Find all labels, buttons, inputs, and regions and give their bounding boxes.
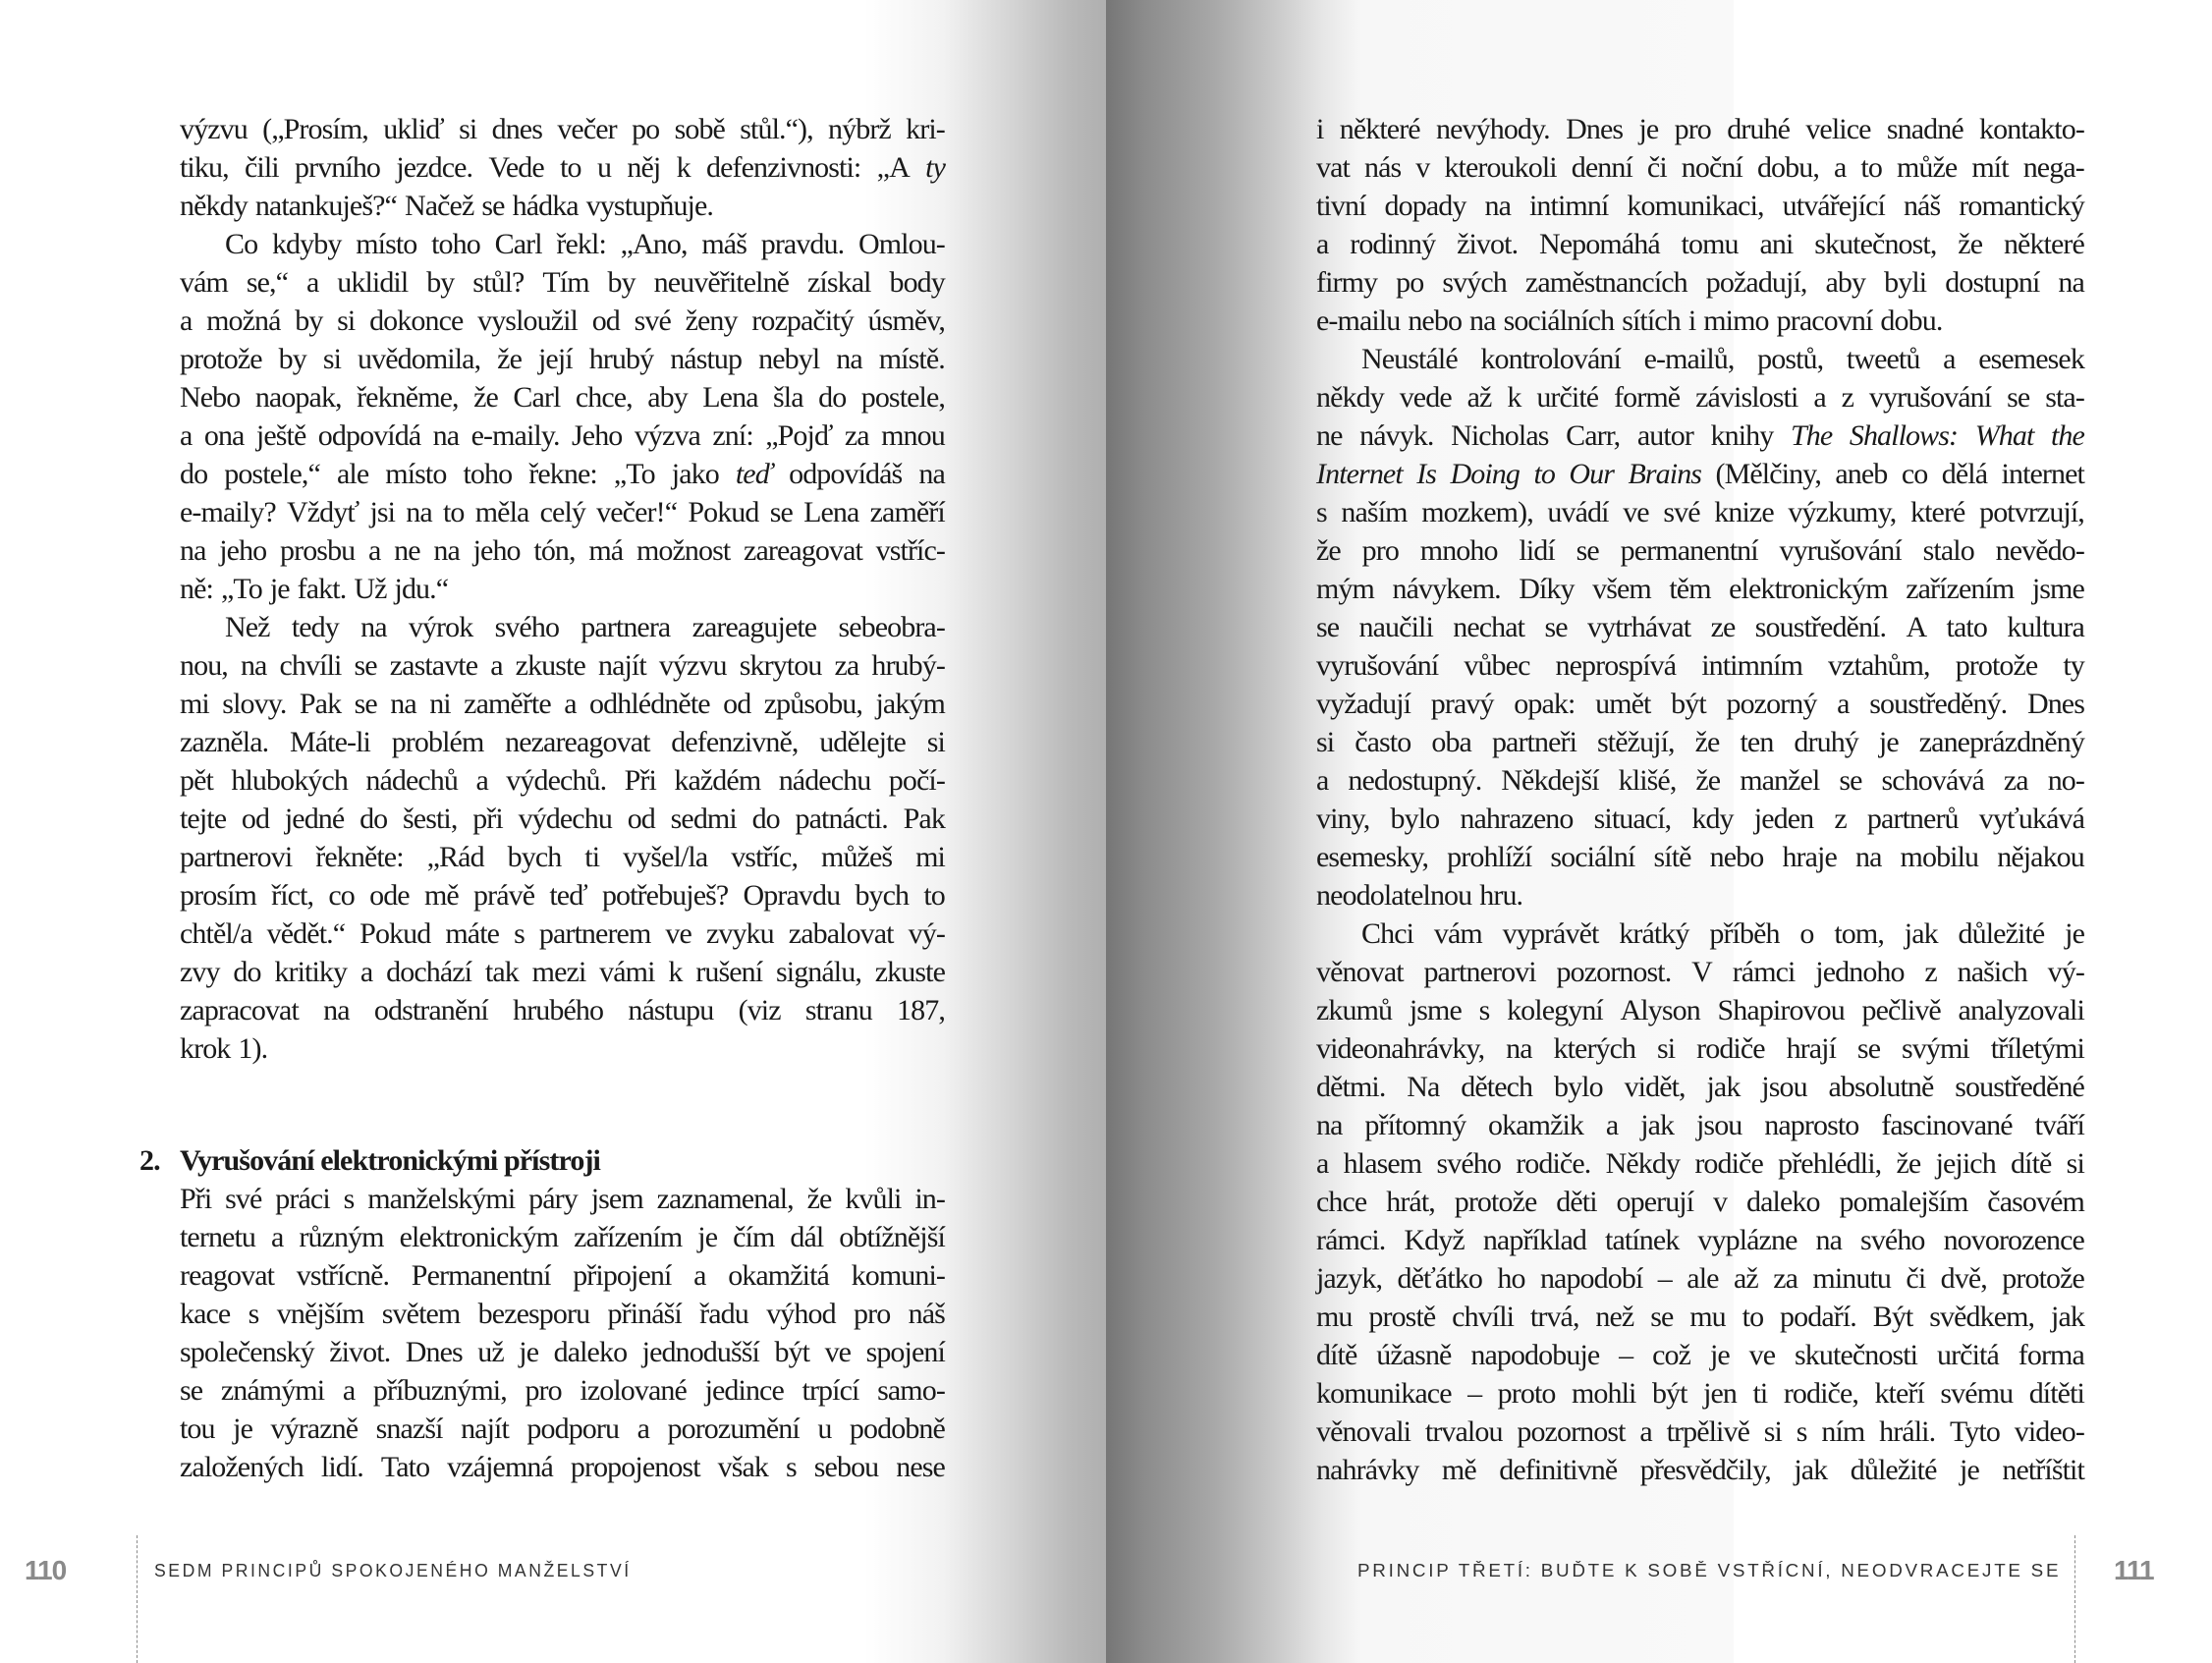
right-text-column: [1316, 110, 2084, 1489]
text-line: Než tedy na výrok svého partnera zareagujete sebeobra-: [225, 611, 945, 643]
text-line: výzvu („Prosím, ukliď si dnes večer po sobě stůl.“), nýbrž kri-: [180, 113, 945, 145]
text-line: videonahrávky, na kterých si rodiče hrají se svými tříletými: [1316, 1032, 2084, 1065]
text-line: společenský život. Dnes už je daleko jednodušší být ve spojení: [180, 1336, 945, 1368]
text-line: ternetu a různým elektronickým zařízením je čím dál obtížnější: [180, 1221, 945, 1253]
text-line: si často oba partneři stěžují, že ten druhý je zaneprázdněný: [1316, 726, 2084, 758]
text-line: e-maily? Vždyť jsi na to měla celý večer!“ Pokud se Lena zaměří: [180, 496, 945, 528]
text-line: někdy vede až k určité formě závislosti a z vyrušování se sta-: [1316, 381, 2084, 414]
text-line: ne návyk. Nicholas Carr, autor knihy The Shallows: What the: [1316, 419, 2084, 452]
text-line: do postele,“ ale místo toho řekne: „To jako teď odpovídáš na: [180, 458, 945, 490]
text-line: nahrávky mě definitivně přesvědčily, jak důležité je netříštit: [1316, 1454, 2084, 1486]
text-line: vyžadují pravý opak: umět být pozorný a soustředěný. Dnes: [1316, 688, 2084, 720]
text-line: a hlasem svého rodiče. Někdy rodiče přehlédli, že jejich dítě si: [1316, 1147, 2084, 1180]
text-line: Internet Is Doing to Our Brains (Mělčiny, aneb co dělá internet: [1316, 458, 2084, 490]
text-line: chce hrát, protože děti operují v daleko pomalejším časovém: [1316, 1186, 2084, 1218]
text-line: protože by si uvědomila, že její hrubý nástup nebyl na místě.: [180, 343, 945, 375]
text-line: Chci vám vyprávět krátký příběh o tom, jak důležité je: [1361, 917, 2084, 950]
text-line: a rodinný život. Nepomáhá tomu ani skutečnost, že některé: [1316, 228, 2084, 260]
text-line: tejte od jedné do šesti, při výdechu od sedmi do patnácti. Pak: [180, 803, 945, 835]
text-line: dítě úžasně napodobuje – což je ve skutečnosti určitá forma: [1316, 1339, 2084, 1371]
text-line: Neustálé kontrolování e-mailů, postů, tweetů a esemesek: [1361, 343, 2084, 375]
text-line: esemesky, prohlíží sociální sítě nebo hraje na mobilu nějakou: [1316, 841, 2084, 873]
text-line: zapracovat na odstranění hrubého nástupu (viz stranu 187,: [180, 994, 945, 1026]
footer-divider-right: [2074, 1535, 2075, 1663]
text-line: Při své práci s manželskými páry jsem zaznamenal, že kvůli in-: [180, 1183, 945, 1215]
text-line: se známými a příbuznými, pro izolované jedince trpící samo-: [180, 1374, 945, 1407]
text-line: někdy natankuješ?“ Načež se hádka vystupňuje.: [180, 190, 713, 222]
text-line: chtěl/a vědět.“ Pokud máte s partnerem ve zvyku zabalovat vý-: [180, 917, 945, 950]
text-line: mu prostě chvíli trvá, než se mu to podaří. Být svědkem, jak: [1316, 1301, 2084, 1333]
page-number-left: 110: [25, 1555, 67, 1585]
running-head-left: SEDM PRINCIPŮ SPOKOJENÉHO MANŽELSTVÍ: [154, 1561, 632, 1580]
text-line: vyrušování vůbec neprospívá intimním vztahům, protože ty: [1316, 649, 2084, 682]
paragraphs-block: [180, 110, 945, 1068]
text-line: tou je výrazně snazší najít podporu a porozumění u podobně: [180, 1413, 945, 1445]
text-line: dětmi. Na dětech bylo vidět, jak jsou absolutně soustředěné: [1316, 1071, 2084, 1103]
text-line: jazyk, děťátko ho napodobí – ale až za minutu či dvě, protože: [1316, 1262, 2084, 1295]
text-line: kace s vnějším světem bezesporu přináší řadu výhod pro náš: [180, 1298, 945, 1330]
text-line: na přítomný okamžik a jak jsou naprosto fascinované tváří: [1316, 1109, 2084, 1141]
section-body: [180, 1180, 945, 1486]
text-line: neodolatelnou hru.: [1316, 879, 1523, 912]
text-line: Nebo naopak, řekněme, že Carl chce, aby Lena šla do postele,: [180, 381, 945, 414]
text-line: e-mailu nebo na sociálních sítích i mimo pracovní dobu.: [1316, 305, 1943, 337]
section-number: 2.: [139, 1144, 160, 1177]
text-line: zazněla. Máte-li problém nezareagovat defenzivně, udělejte si: [180, 726, 945, 758]
text-line: nou, na chvíli se zastavte a zkuste najít výzvu skrytou za hrubý-: [180, 649, 945, 682]
text-line: že pro mnoho lidí se permanentní vyrušování stalo nevědo-: [1316, 534, 2084, 567]
left-text-column: [139, 110, 945, 1486]
text-line: reagovat vstřícně. Permanentní připojení a okamžitá komuni-: [180, 1259, 945, 1292]
text-line: firmy po svých zaměstnancích požadují, aby byli dostupní na: [1316, 266, 2084, 299]
text-line: partnerovi řekněte: „Rád bych ti vyšel/la vstříc, můžeš mi: [180, 841, 945, 873]
page-number-right: 111: [2114, 1555, 2154, 1585]
text-line: s naším mozkem), uvádí ve své knize výzkumy, které potvrzují,: [1316, 496, 2084, 528]
text-line: a nedostupný. Někdejší klišé, že manžel se schovává za no-: [1316, 764, 2084, 797]
text-line: a ona ještě odpovídá na e-maily. Jeho výzva zní: „Pojď za mnou: [180, 419, 945, 452]
text-line: prosím říct, co ode mě právě teď potřebuješ? Opravdu bych to: [180, 879, 945, 912]
text-line: zvy do kritiky a dochází tak mezi vámi k rušení signálu, zkuste: [180, 956, 945, 988]
section-title: Vyrušování elektronickými přístroji: [180, 1144, 600, 1177]
text-line: ně: „To je fakt. Už jdu.“: [180, 573, 449, 605]
text-line: tiku, čili prvního jezdce. Vede to u něj k defenzivnosti: „A ty: [180, 151, 945, 184]
text-line: věnovali trvalou pozornost a trpělivě si s ním hráli. Tyto video-: [1316, 1415, 2084, 1448]
text-line: pět hlubokých nádechů a výdechů. Při každém nádechu počí-: [180, 764, 945, 797]
text-line: i některé nevýhody. Dnes je pro druhé velice snadné kontakto-: [1316, 113, 2084, 145]
text-line: tivní dopady na intimní komunikaci, utvářející náš romantický: [1316, 190, 2084, 222]
text-line: mým návykem. Díky všem těm elektronickým zařízením jsme: [1316, 573, 2084, 605]
text-line: na jeho prosbu a ne na jeho tón, má možnost zareagovat vstříc-: [180, 534, 945, 567]
text-line: viny, bylo nahrazeno situací, kdy jeden z partnerů vyťukává: [1316, 803, 2084, 835]
text-line: a možná by si dokonce vysloužil od své ženy rozpačitý úsměv,: [180, 305, 945, 337]
text-line: vat nás v kteroukoli denní či noční dobu, a to může mít nega-: [1316, 151, 2084, 184]
paragraphs-block: [1316, 110, 2084, 1489]
running-head-right: PRINCIP TŘETÍ: BUĎTE K SOBĚ VSTŘÍCNÍ, NEODVRACEJTE SE: [1357, 1561, 2062, 1580]
text-line: vám se,“ a uklidil by stůl? Tím by neuvěřitelně získal body: [180, 266, 945, 299]
text-line: založených lidí. Tato vzájemná propojenost však s sebou nese: [180, 1451, 945, 1483]
text-line: mi slovy. Pak se na ni zaměřte a odhlédněte od způsobu, jakým: [180, 688, 945, 720]
text-line: zkumů jsme s kolegyní Alyson Shapirovou pečlivě analyzovali: [1316, 994, 2084, 1026]
text-line: komunikace – proto mohli být jen ti rodiče, kteří svému dítěti: [1316, 1377, 2084, 1410]
section-heading: [139, 1141, 945, 1180]
text-line: se naučili nechat se vytrhávat ze soustředění. A tato kultura: [1316, 611, 2084, 643]
section-gap: [180, 1068, 945, 1141]
text-line: věnovat partnerovi pozornost. V rámci jednoho z našich vý-: [1316, 956, 2084, 988]
text-line: krok 1).: [180, 1032, 268, 1065]
text-line: rámci. Když například tatínek vyplázne na svého novorozence: [1316, 1224, 2084, 1256]
text-line: Co kdyby místo toho Carl řekl: „Ano, máš pravdu. Omlou-: [225, 228, 945, 260]
footer-divider-left: [137, 1535, 138, 1663]
